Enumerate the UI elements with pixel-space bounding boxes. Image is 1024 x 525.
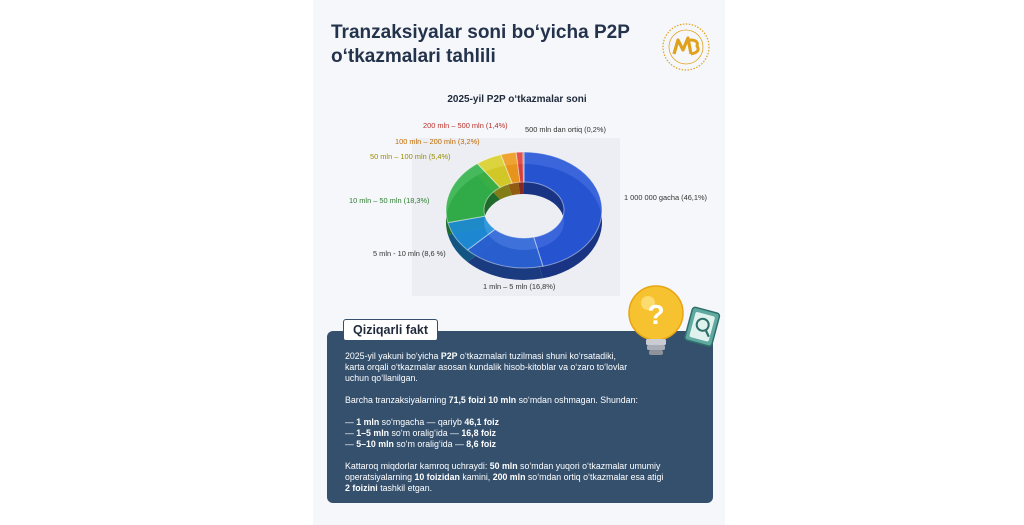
slice-label-0: 1 000 000 gacha (46,1%) — [624, 193, 708, 202]
slice-label-1: 1 mln – 5 mln (16,8%) — [483, 282, 556, 291]
lightbulb-icon — [622, 283, 727, 368]
fact-paragraph-2: Barcha tranzaksiyalarning 71,5 foizi 10 mln so‘mdan oshmagan. Shundan: — [345, 395, 638, 405]
slice-7 — [523, 152, 524, 182]
chart-title: 2025-yil P2P o‘tkazmalar soni — [447, 94, 587, 105]
slice-label-5: 100 mln – 200 mln (3,2%) — [395, 137, 480, 146]
chart-area — [412, 138, 620, 296]
fact-bullet-2: — 1–5 mln so‘m oralig‘ida — 16,8 foiz — [345, 428, 497, 438]
fact-paragraph-3: Kattaroq miqdorlar kamroq uchraydi: 50 mln so‘mdan yuqori o‘tkazmalar umumiy operatsiyalarning 10 foizidan kamini, 200 mln so‘mdan ortiq o‘tkazmalar esa atigi 2 foizini tashkil etgan. — [345, 461, 664, 493]
slice-label-6: 200 mln – 500 mln (1,4%) — [423, 121, 508, 130]
donut-chart — [412, 138, 620, 296]
fact-bullet-1: — 1 mln so‘mgacha — qariyb 46,1 foiz — [345, 417, 500, 427]
slice-label-3: 10 mln – 50 mln (18,3%) — [349, 196, 430, 205]
page-title: Tranzaksiyalar soni bo‘yicha P2P o‘tkazmalari tahlili — [331, 22, 630, 67]
slice-label-7: 500 mln dan ortiq (0,2%) — [525, 125, 606, 134]
fact-bullet-3: — 5–10 mln so‘m oralig‘ida — 8,6 foiz — [345, 439, 497, 449]
slice-label-2: 5 mln - 10 mln (8,6 %) — [373, 249, 446, 258]
fact-text — [345, 351, 700, 494]
bank-logo-icon — [661, 22, 711, 72]
fact-tag: Qiziqarli fakt — [343, 319, 438, 341]
slice-label-4: 50 mln – 100 mln (5,4%) — [370, 152, 451, 161]
svg-text:?: ? — [647, 299, 665, 330]
fact-paragraph-1: 2025-yil yakuni bo‘yicha P2P o‘tkazmalari tuzilmasi shuni ko‘rsatadiki, karta orqali o‘tkazmalar asosan kundalik hisob-kitoblar va o‘zaro to‘lovlar uchun qo‘llanilgan. — [345, 351, 628, 383]
